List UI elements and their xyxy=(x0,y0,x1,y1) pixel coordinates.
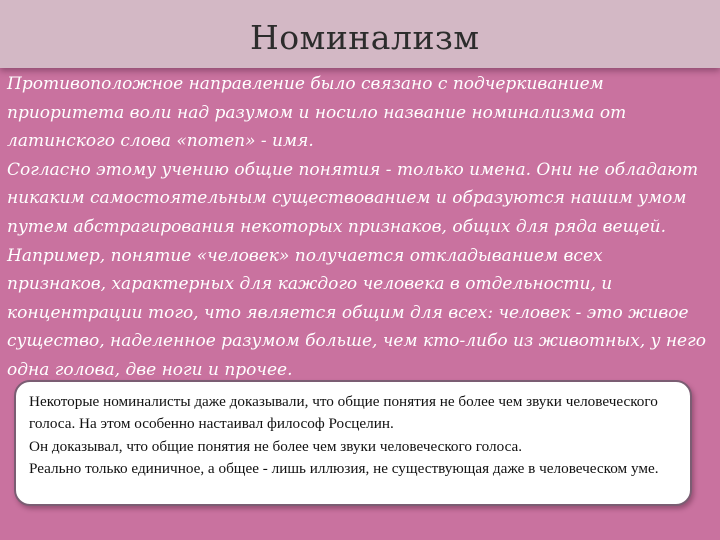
note-line-3: Реально только единичное, а общее - лишь иллюзия, не существующая даже в человеческом уме. xyxy=(29,460,659,478)
main-text xyxy=(7,70,707,385)
note-line-1: Некоторые номиналисты даже доказывали, что общие понятия не более чем звуки человеческого голоса. На этом особенно настаивал философ Росцелин. xyxy=(29,393,658,433)
title-bar xyxy=(0,0,720,68)
note-line-2: Он доказывал, что общие понятия не более чем звуки человеческого голоса. xyxy=(29,437,523,455)
paragraph-2: Согласно этому учению общие понятия - только имена. Они не обладают никаким самостоятельным существованием и образуются нашим умом путем абстрагирования некоторых признаков, общих для ряда вещей. Например, понятие «человек» получается откладыванием всех признаков, характерных для каждого человека в отдельности, и концентрации того, что является общим для всех: человек - это живое существо, наделенное разумом больше, чем кто-либо из животных, у него одна голова, две ноги и прочее. xyxy=(7,159,706,380)
slide-title: Номинализм xyxy=(250,18,480,57)
paragraph-1: Противоположное направление было связано с подчеркиванием приоритета воли над разумом и носило название номинализма от латинского слова «nomen» - имя. xyxy=(7,74,627,152)
note-box xyxy=(14,380,692,506)
